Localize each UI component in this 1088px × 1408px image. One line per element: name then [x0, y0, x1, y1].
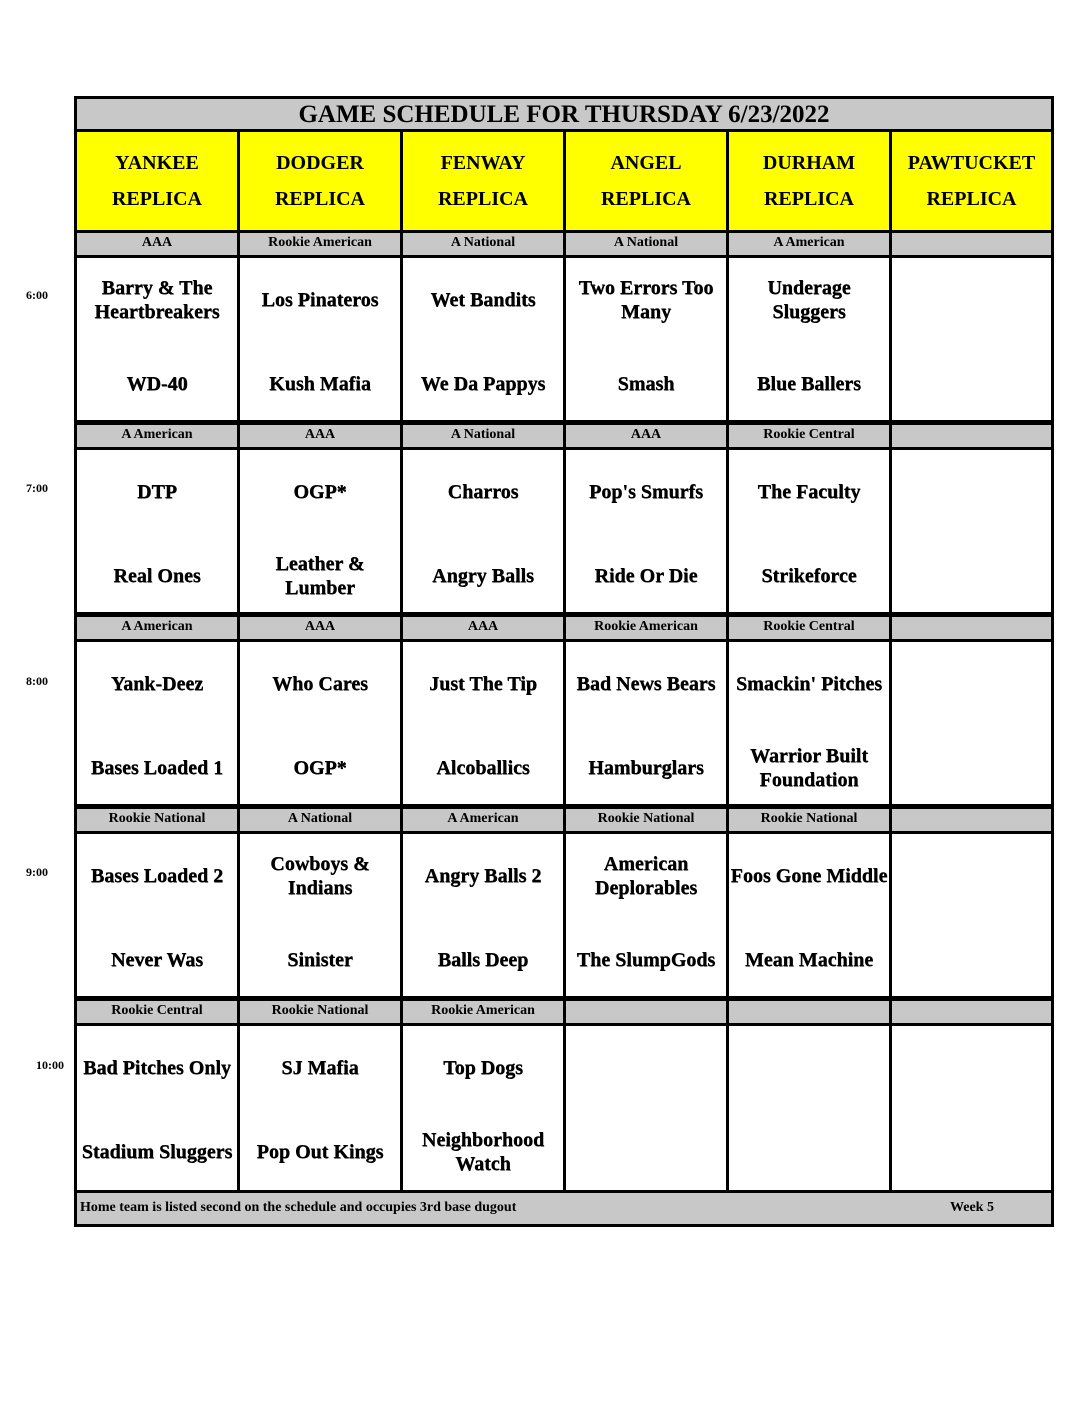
- home-team: Neighborhood Watch: [421, 1129, 545, 1175]
- home-team: Ride Or Die: [594, 565, 698, 587]
- away-team: Charros: [447, 481, 519, 503]
- home-team: The SlumpGods: [576, 949, 716, 971]
- home-team: Angry Balls: [432, 565, 534, 587]
- game-cell: [77, 834, 240, 996]
- away-team: Just The Tip: [429, 673, 537, 695]
- game-cell: [403, 450, 566, 612]
- division-label: Rookie National: [77, 809, 240, 831]
- away-team: SJ Mafia: [281, 1057, 359, 1079]
- division-label: Rookie Central: [77, 1001, 240, 1023]
- away-team: Cowboys & Indians: [270, 853, 370, 899]
- game-cell: [566, 834, 729, 996]
- home-team: Hamburglars: [588, 757, 704, 779]
- home-team: Warrior Built Foundation: [750, 745, 868, 791]
- field-header-yankee: [77, 132, 240, 230]
- away-team: Pop's Smurfs: [589, 481, 703, 503]
- field-sub: REPLICA: [926, 188, 1017, 210]
- game-cell: [77, 642, 240, 804]
- game-cell: [77, 1026, 240, 1193]
- away-team: American Deplorables: [594, 853, 698, 899]
- field-name: PAWTUCKET: [907, 152, 1036, 174]
- game-cell: [566, 258, 729, 420]
- field-name: ANGEL: [610, 152, 682, 174]
- home-team: Pop Out Kings: [256, 1141, 384, 1163]
- away-team: The Faculty: [757, 481, 861, 503]
- game-cell: [77, 258, 240, 420]
- game-cell: [729, 450, 892, 612]
- game-cell: [403, 1026, 566, 1193]
- game-cell: [566, 642, 729, 804]
- division-label: [892, 233, 1051, 255]
- division-label: AAA: [77, 233, 240, 255]
- division-label: Rookie American: [566, 617, 729, 639]
- game-cell: [729, 834, 892, 996]
- home-team: Mean Machine: [744, 949, 874, 971]
- away-team: Los Pinateros: [261, 289, 379, 311]
- field-sub: REPLICA: [600, 188, 691, 210]
- away-team: Top Dogs: [443, 1057, 523, 1079]
- division-label: Rookie Central: [729, 425, 892, 447]
- home-team: We Da Pappys: [420, 373, 546, 395]
- game-row: [77, 642, 1051, 804]
- division-row: [77, 617, 1051, 639]
- division-label: [892, 617, 1051, 639]
- game-cell: [892, 450, 1051, 612]
- division-row: [77, 425, 1051, 447]
- away-team: OGP*: [293, 481, 347, 503]
- field-header-dodger: [240, 132, 403, 230]
- division-label: [729, 1001, 892, 1023]
- time-label: 9:00: [26, 865, 48, 879]
- away-team: Bad News Bears: [576, 673, 716, 695]
- week-label: Week 5: [950, 1200, 994, 1215]
- away-team: Two Errors Too Many: [578, 277, 714, 323]
- time-label: 10:00: [36, 1058, 64, 1072]
- schedule-footer: [77, 1190, 1051, 1224]
- schedule-table: [74, 96, 1054, 1227]
- division-label: A National: [566, 233, 729, 255]
- game-cell: [403, 642, 566, 804]
- game-cell: [566, 450, 729, 612]
- away-team: Yank-Deez: [110, 673, 204, 695]
- schedule-title: GAME SCHEDULE FOR THURSDAY 6/23/2022: [77, 99, 1051, 132]
- field-name: DURHAM: [762, 152, 856, 174]
- home-team: Kush Mafia: [269, 373, 371, 395]
- game-cell: [729, 642, 892, 804]
- home-team: Real Ones: [113, 565, 201, 587]
- division-label: Rookie National: [566, 809, 729, 831]
- division-label: A American: [729, 233, 892, 255]
- game-cell: [240, 1026, 403, 1193]
- home-team: Sinister: [287, 949, 353, 971]
- home-team: WD-40: [126, 373, 188, 395]
- away-team: Bad Pitches Only: [83, 1057, 231, 1079]
- away-team: Bases Loaded 2: [90, 865, 224, 887]
- game-cell: [729, 1026, 892, 1193]
- game-row: [77, 450, 1051, 612]
- home-team: Bases Loaded 1: [90, 757, 224, 779]
- division-label: A American: [403, 809, 566, 831]
- game-cell: [892, 1026, 1051, 1193]
- division-label: Rookie American: [403, 1001, 566, 1023]
- time-label: 6:00: [26, 288, 48, 302]
- field-header-row: [77, 132, 1051, 230]
- home-team: Alcoballics: [436, 757, 530, 779]
- game-row: [77, 1026, 1051, 1193]
- division-label: AAA: [240, 425, 403, 447]
- division-label: AAA: [566, 425, 729, 447]
- division-label: Rookie Central: [729, 617, 892, 639]
- away-team: Barry & The Heartbreakers: [94, 277, 220, 323]
- home-team: Blue Ballers: [757, 373, 861, 395]
- field-name: DODGER: [276, 152, 364, 174]
- division-label: AAA: [403, 617, 566, 639]
- division-label: Rookie National: [240, 1001, 403, 1023]
- time-label: 8:00: [26, 674, 48, 688]
- game-row: [77, 834, 1051, 996]
- game-cell: [240, 258, 403, 420]
- division-label: A National: [403, 425, 566, 447]
- away-team: Angry Balls 2: [424, 865, 542, 887]
- division-label: [892, 809, 1051, 831]
- field-sub: REPLICA: [274, 188, 365, 210]
- division-row: [77, 233, 1051, 255]
- field-name: FENWAY: [440, 152, 526, 174]
- game-cell: [892, 258, 1051, 420]
- field-sub: REPLICA: [763, 188, 854, 210]
- away-team: Smackin' Pitches: [735, 673, 883, 695]
- away-team: Wet Bandits: [430, 289, 536, 311]
- time-label: 7:00: [26, 481, 48, 495]
- division-label: A National: [403, 233, 566, 255]
- division-row: [77, 809, 1051, 831]
- game-cell: [403, 258, 566, 420]
- division-label: [892, 1001, 1051, 1023]
- field-name: YANKEE: [115, 152, 199, 174]
- game-cell: [240, 834, 403, 996]
- division-label: A American: [77, 425, 240, 447]
- division-label: A American: [77, 617, 240, 639]
- division-label: [892, 425, 1051, 447]
- home-team: Never Was: [110, 949, 204, 971]
- game-cell: [892, 834, 1051, 996]
- game-cell: [77, 450, 240, 612]
- away-team: Who Cares: [272, 673, 368, 695]
- division-label: Rookie American: [240, 233, 403, 255]
- home-team: Stadium Sluggers: [81, 1141, 233, 1163]
- home-team: Balls Deep: [437, 949, 529, 971]
- division-label: Rookie National: [729, 809, 892, 831]
- game-cell: [729, 258, 892, 420]
- division-label: AAA: [240, 617, 403, 639]
- game-cell: [892, 642, 1051, 804]
- home-team: Leather & Lumber: [275, 553, 365, 599]
- division-label: A National: [240, 809, 403, 831]
- division-label: [566, 1001, 729, 1023]
- game-cell: [566, 1026, 729, 1193]
- division-row: [77, 1001, 1051, 1023]
- home-team: OGP*: [293, 757, 347, 779]
- away-team: DTP: [137, 481, 177, 503]
- field-header-pawtucket: [892, 132, 1051, 230]
- game-cell: [240, 642, 403, 804]
- home-team: Smash: [617, 373, 675, 395]
- field-header-angel: [566, 132, 729, 230]
- game-cell: [403, 834, 566, 996]
- home-team: Strikeforce: [761, 565, 857, 587]
- game-row: [77, 258, 1051, 420]
- field-sub: REPLICA: [111, 188, 202, 210]
- away-team: Foos Gone Middle: [730, 865, 888, 887]
- field-header-fenway: [403, 132, 566, 230]
- field-sub: REPLICA: [437, 188, 528, 210]
- away-team: Underage Sluggers: [767, 277, 851, 323]
- footer-note: Home team is listed second on the schedule and occupies 3rd base dugout: [80, 1200, 517, 1215]
- field-header-durham: [729, 132, 892, 230]
- game-cell: [240, 450, 403, 612]
